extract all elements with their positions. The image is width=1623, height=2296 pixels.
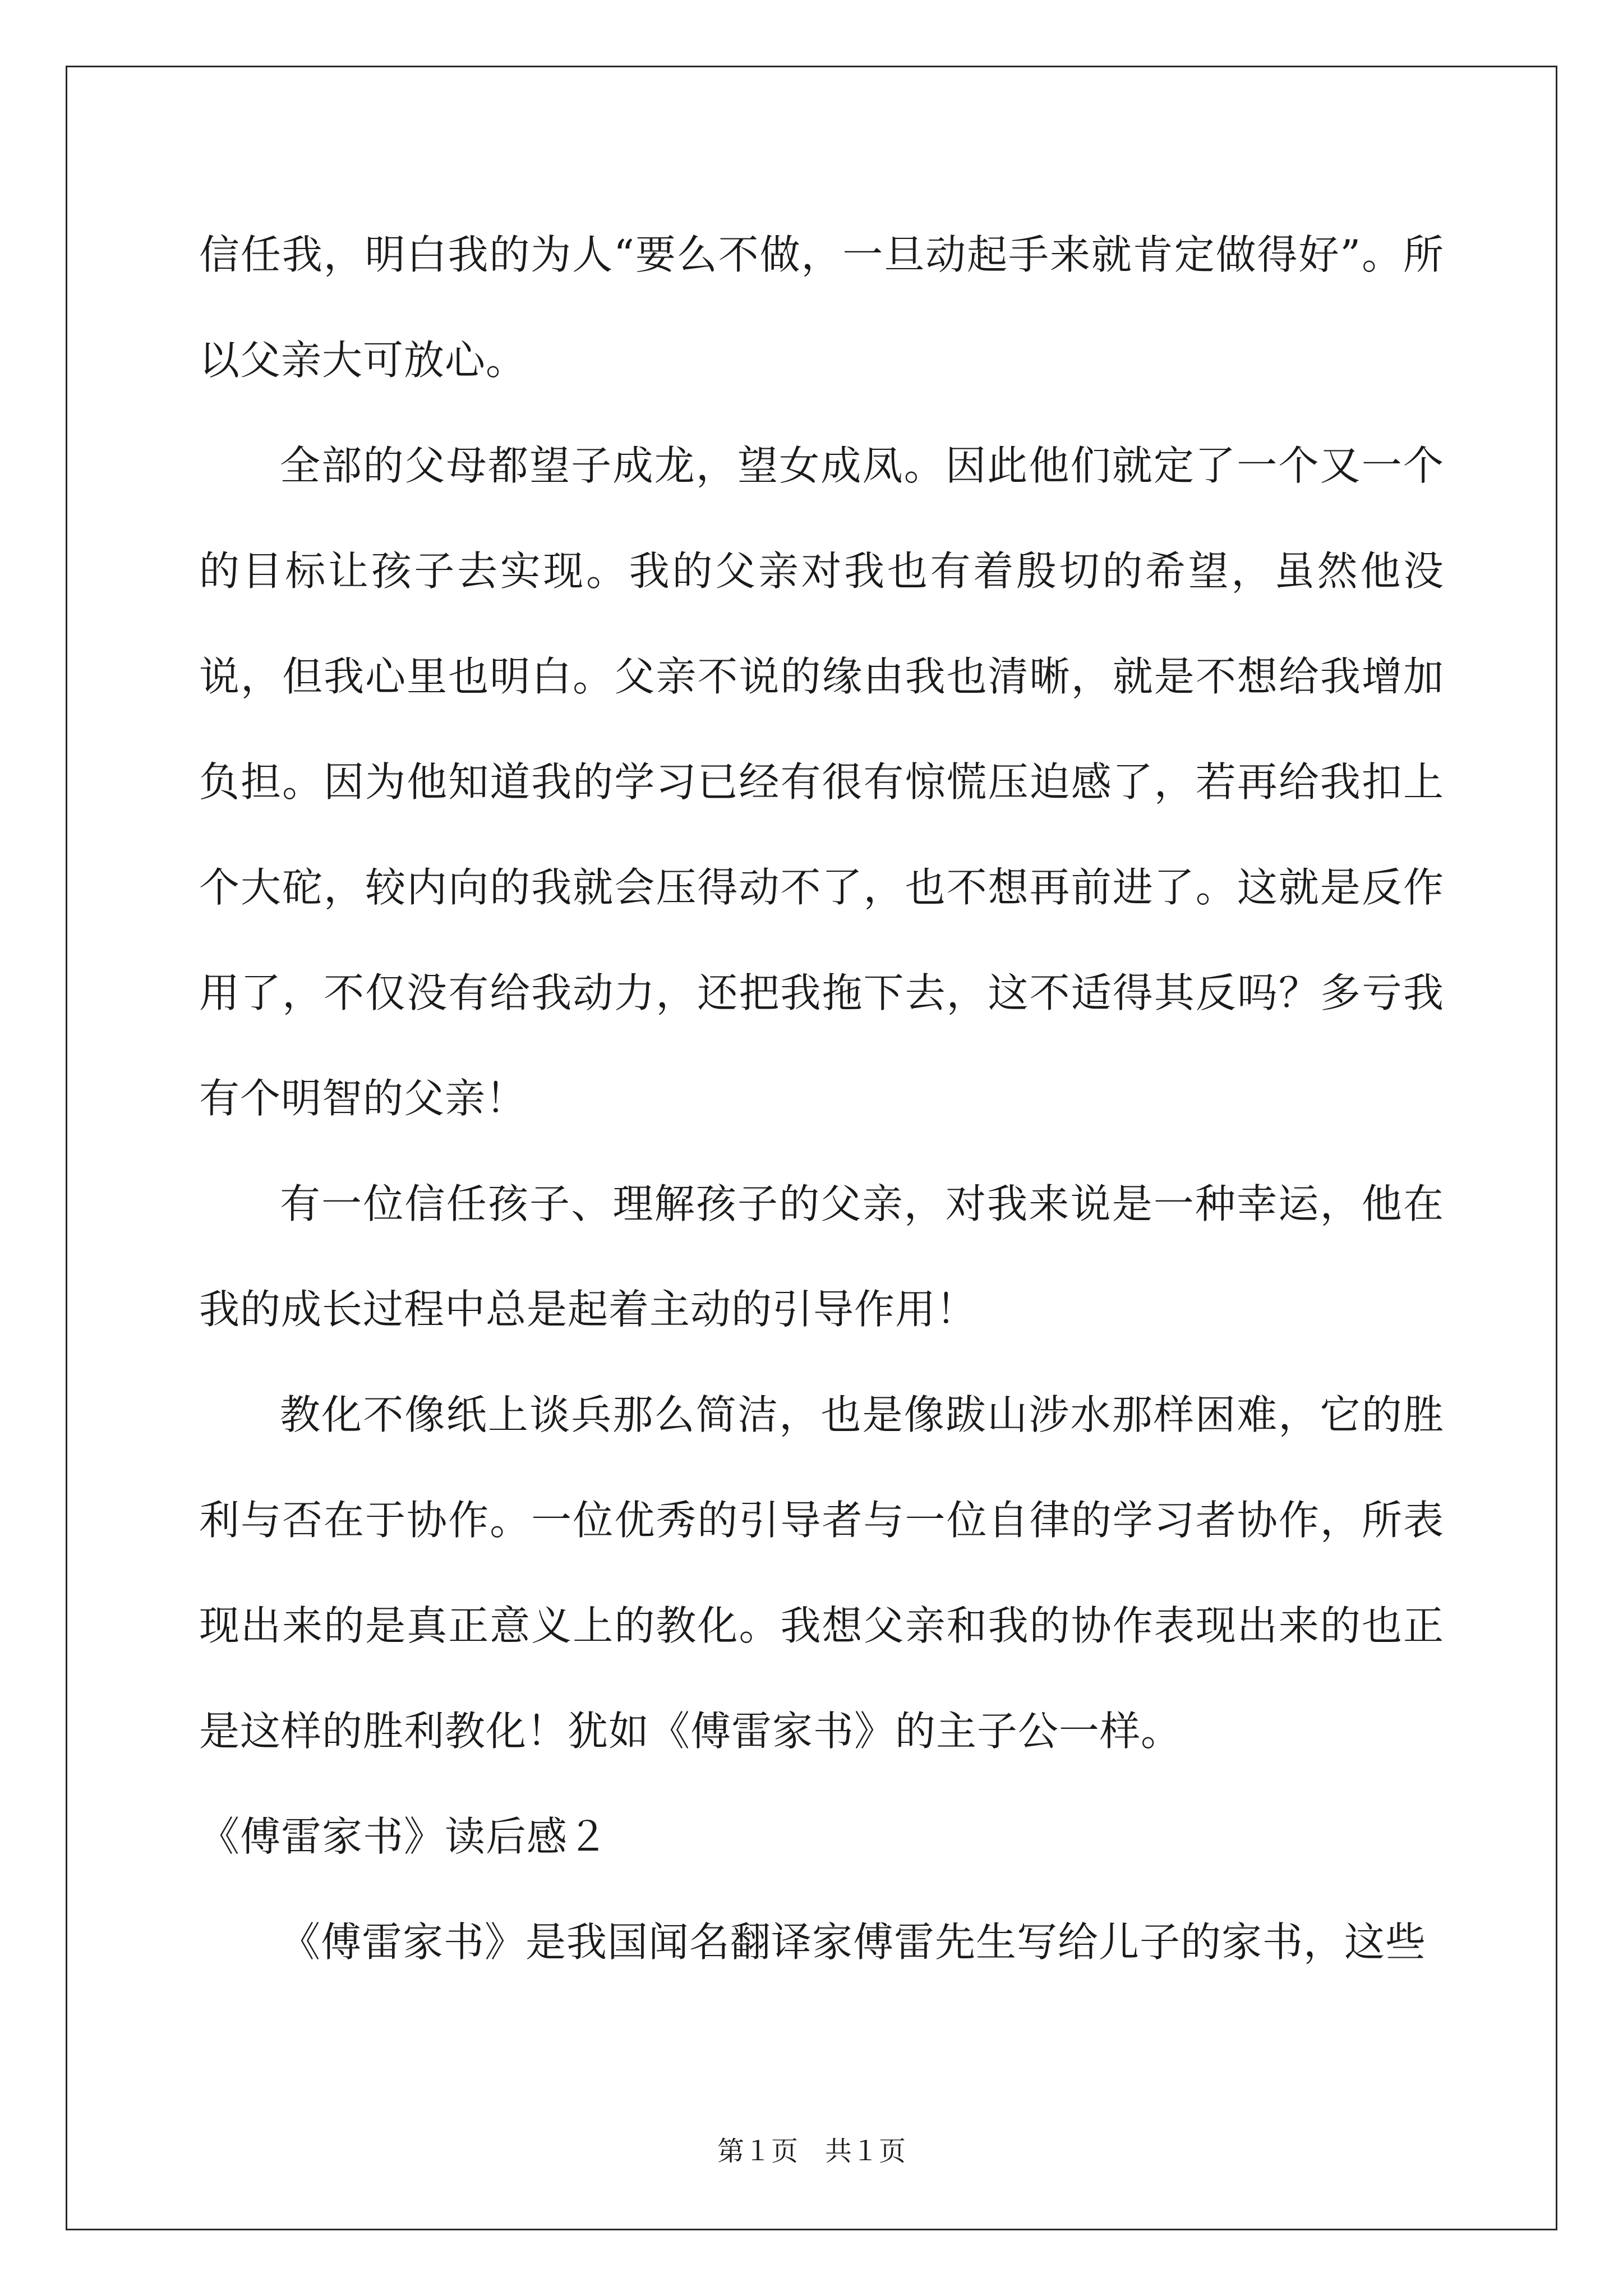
paragraph: 全部的父母都望子成龙，望女成凤。因此他们就定了一个又一个的目标让孩子去实现。我的父亲对我也有着殷切的希望，虽然他没说，但我心里也明白。父亲不说的缘由我也清晰，就是不想给我增加负担。因为他知道我的学习已经有很有惊慌压迫感了，若再给我扣上个大砣，较内向的我就会压得动不了，也不想再前进了。这就是反作用了，不仅没有给我动力，还把我拖下去，这不适得其反吗？多亏我有个明智的父亲！ [199, 442, 1444, 1122]
paragraph: 有一位信任孩子、理解孩子的父亲，对我来说是一种幸运，他在我的成长过程中总是起着主动的引导作用！ [199, 1180, 1444, 1333]
page-footer: 第１页 共１页 [717, 2136, 906, 2167]
paragraph: 《傅雷家书》是我国闻名翻译家傅雷先生写给儿子的家书，这些 [280, 1918, 1427, 1966]
document-body [199, 202, 1444, 1995]
paragraph: 教化不像纸上谈兵那么简洁，也是像跋山涉水那样困难，它的胜利与否在于协作。一位优秀的引导者与一位自律的学习者协作，所表现出来的是真正意义上的教化。我想父亲和我的协作表现出来的也正是这样的胜利教化！犹如《傅雷家书》的主子公一样。 [199, 1391, 1444, 1755]
paragraph-continuation: 信任我，明白我的为人“要么不做，一旦动起手来就肯定做得好”。所以父亲大可放心。 [199, 231, 1444, 384]
section-heading: 《傅雷家书》读后感２ [199, 1813, 609, 1860]
